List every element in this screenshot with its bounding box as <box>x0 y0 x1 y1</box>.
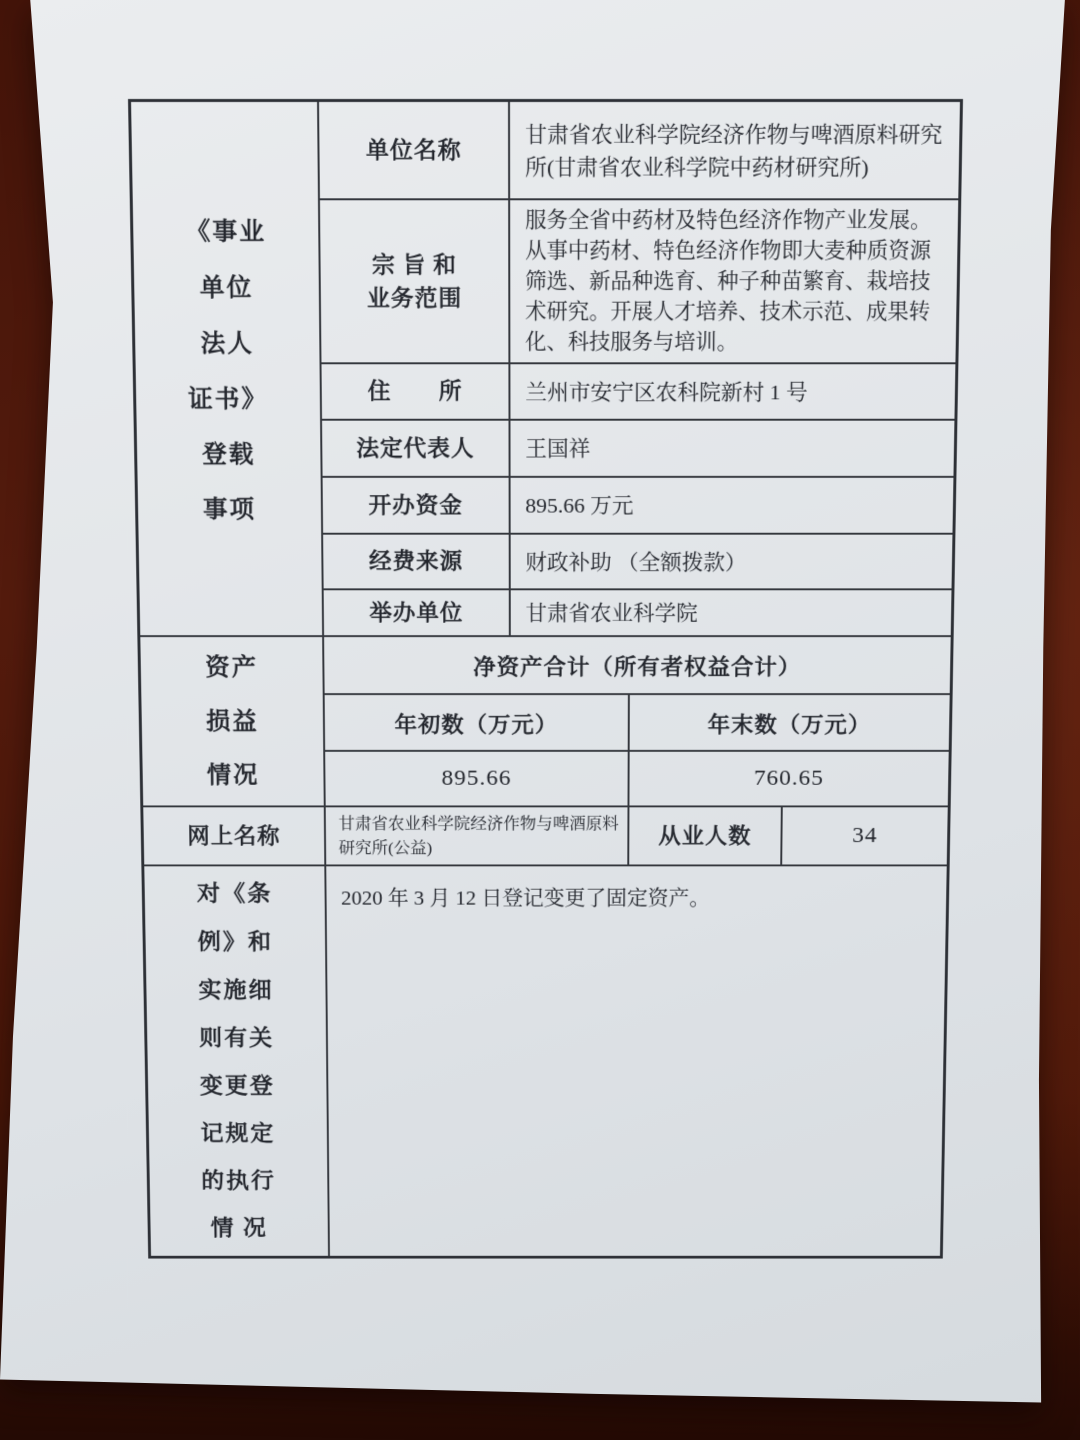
mission-value: 服务全省中药材及特色经济作物产业发展。从事中药材、特色经济作物即大麦种质资源筛选、新品种选育、种子种苗繁育、栽培技术研究。开展人才培养、技术示范、成果转化、科技服务与培训。 <box>510 200 958 364</box>
certificate-side-label: 《事业 单位 法人 证书》 登载 事项 <box>131 102 324 637</box>
online-name-value: 甘肃省农业科学院经济作物与啤酒原料研究所(公益) <box>326 807 630 866</box>
address-value: 兰州市安宁区农科院新村 1 号 <box>510 364 955 420</box>
capital-value: 895.66 万元 <box>511 478 954 535</box>
online-name-label: 网上名称 <box>143 807 326 866</box>
legal-rep-label: 法定代表人 <box>322 421 511 478</box>
address-label: 住 所 <box>322 364 511 420</box>
year-start-header: 年初数（万元） <box>325 695 630 752</box>
organizer-label: 举办单位 <box>324 590 511 637</box>
capital-label: 开办资金 <box>323 478 511 535</box>
staff-count-label: 从业人数 <box>629 807 783 866</box>
organizer-value: 甘肃省农业科学院 <box>511 590 952 637</box>
staff-count-value: 34 <box>782 807 948 866</box>
net-assets-header: 净资产合计（所有者权益合计） <box>324 637 951 695</box>
unit-name-label: 单位名称 <box>319 102 510 200</box>
year-start-value: 895.66 <box>325 752 629 808</box>
compliance-side-label: 对《条 例》和 实施细 则有关 变更登 记规定 的执行 情 况 <box>144 866 330 1255</box>
compliance-value: 2020 年 3 月 12 日登记变更了固定资产。 <box>340 886 711 910</box>
mission-label: 宗 旨 和 业务范围 <box>320 200 510 364</box>
legal-rep-value: 王国祥 <box>510 421 954 478</box>
funding-label: 经费来源 <box>323 535 511 591</box>
assets-side-label: 资产 损益 情况 <box>140 637 325 807</box>
unit-name-value: 甘肃省农业科学院经济作物与啤酒原料研究所(甘肃省农业科学院中药材研究所) <box>510 102 960 200</box>
year-end-header: 年末数（万元） <box>630 695 950 752</box>
document-table <box>128 99 963 1259</box>
year-end-value: 760.65 <box>629 752 948 808</box>
funding-value: 财政补助 （全额拨款） <box>511 535 953 591</box>
